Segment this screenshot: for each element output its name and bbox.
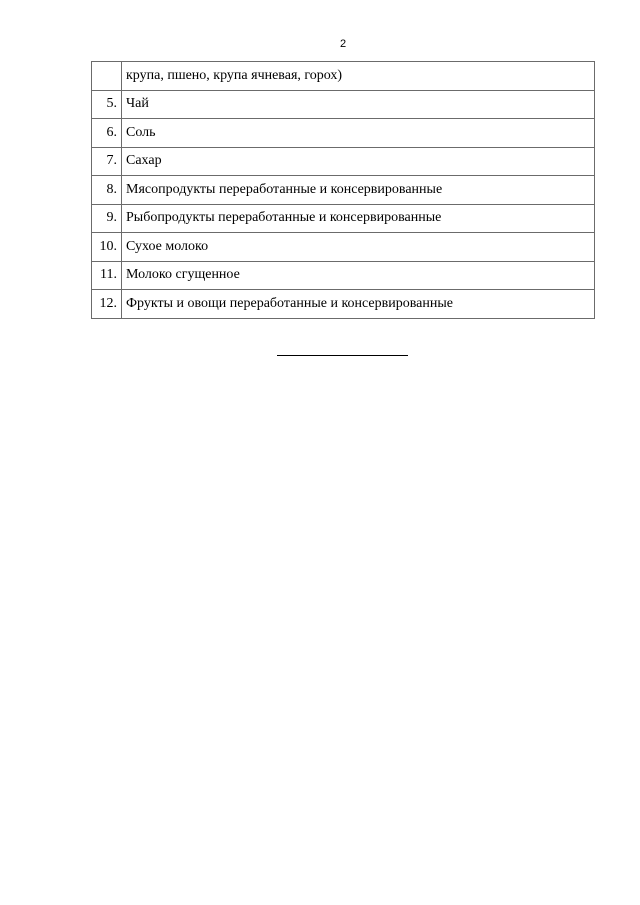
row-name: Рыбопродукты переработанные и консервированные [122, 204, 595, 233]
row-number: 5. [92, 90, 122, 119]
document-end-line [277, 355, 408, 356]
row-name: Фрукты и овощи переработанные и консервированные [122, 290, 595, 319]
row-number: 11. [92, 261, 122, 290]
row-name: Сахар [122, 147, 595, 176]
row-number: 7. [92, 147, 122, 176]
table-row [92, 119, 595, 148]
table-row [92, 176, 595, 205]
row-name: Мясопродукты переработанные и консервированные [122, 176, 595, 205]
row-name: Чай [122, 90, 595, 119]
row-number: 12. [92, 290, 122, 319]
row-number: 8. [92, 176, 122, 205]
table-row [92, 290, 595, 319]
table-row [92, 261, 595, 290]
table-row [92, 204, 595, 233]
table-row [92, 90, 595, 119]
table-row [92, 62, 595, 91]
page-number: 2 [339, 38, 347, 50]
row-name: Соль [122, 119, 595, 148]
row-name: Сухое молоко [122, 233, 595, 262]
row-name: крупа, пшено, крупа ячневая, горох) [122, 62, 595, 91]
row-number: 10. [92, 233, 122, 262]
row-number: 9. [92, 204, 122, 233]
row-number [92, 62, 122, 91]
table-row [92, 147, 595, 176]
row-number: 6. [92, 119, 122, 148]
table-row [92, 233, 595, 262]
products-table [91, 61, 595, 319]
row-name: Молоко сгущенное [122, 261, 595, 290]
